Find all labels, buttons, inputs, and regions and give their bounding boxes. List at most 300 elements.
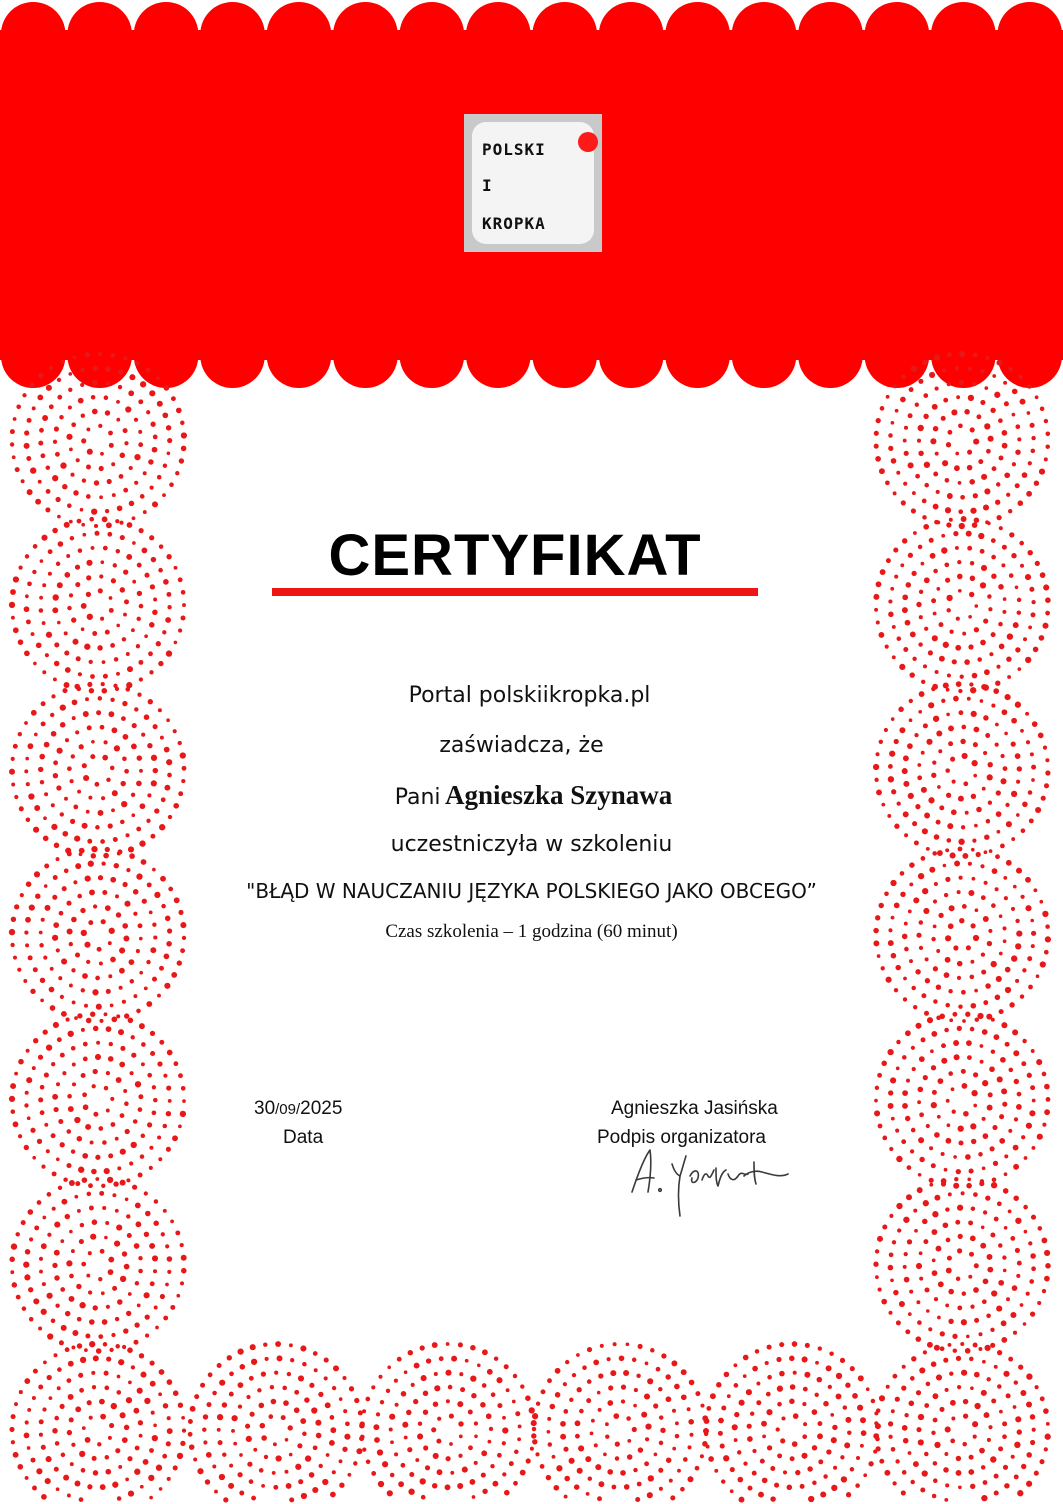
decor-dot bbox=[106, 1357, 111, 1362]
decor-dot bbox=[1031, 600, 1035, 604]
decor-dot bbox=[1011, 907, 1015, 911]
decor-dot bbox=[75, 863, 81, 869]
decor-dot bbox=[12, 1282, 17, 1287]
decor-dot bbox=[108, 823, 113, 828]
decor-dot bbox=[22, 393, 26, 397]
decor-dot bbox=[509, 1461, 514, 1466]
decor-dot bbox=[214, 1490, 218, 1494]
decor-dot bbox=[93, 1112, 98, 1117]
decor-dot bbox=[607, 1357, 611, 1361]
decor-dot bbox=[18, 1059, 24, 1065]
decor-dot bbox=[891, 458, 897, 464]
decor-dot bbox=[970, 561, 974, 565]
decor-dot bbox=[421, 1375, 427, 1381]
decor-dot bbox=[96, 1041, 100, 1045]
decor-dot bbox=[876, 418, 881, 423]
decor-dot bbox=[945, 1426, 951, 1432]
decor-dot bbox=[1035, 1385, 1039, 1389]
decor-dot bbox=[896, 1067, 900, 1071]
decor-dot bbox=[152, 610, 158, 616]
decor-dot bbox=[42, 583, 46, 587]
decor-dot bbox=[991, 1018, 995, 1022]
decor-dot bbox=[1015, 483, 1020, 488]
decor-dot bbox=[139, 528, 144, 533]
decor-dot bbox=[695, 1391, 700, 1396]
decor-dot bbox=[118, 1359, 124, 1365]
decor-dot bbox=[99, 574, 103, 578]
decor-dot bbox=[107, 479, 112, 484]
decor-dot bbox=[238, 1382, 244, 1388]
decor-dot bbox=[998, 1243, 1002, 1247]
decor-dot bbox=[981, 474, 987, 480]
decor-dot bbox=[158, 661, 163, 666]
decor-dot bbox=[1035, 561, 1040, 566]
decor-dot bbox=[739, 1400, 745, 1406]
decor-dot bbox=[89, 1319, 95, 1325]
decor-dot bbox=[439, 1356, 444, 1361]
decor-dot bbox=[963, 1111, 969, 1117]
decor-dot bbox=[408, 1489, 414, 1495]
decor-dot bbox=[610, 1370, 616, 1376]
decor-dot bbox=[109, 1423, 114, 1428]
decor-dot bbox=[874, 1110, 880, 1116]
decor-dot bbox=[23, 979, 27, 983]
decor-dot bbox=[332, 1470, 336, 1474]
decor-dot bbox=[85, 1437, 91, 1443]
decor-dot bbox=[93, 904, 97, 908]
decor-dot bbox=[919, 1056, 925, 1062]
decor-dot bbox=[962, 1083, 968, 1089]
decor-dot bbox=[962, 1442, 967, 1447]
decor-dot bbox=[950, 1400, 956, 1406]
decor-dot bbox=[113, 1181, 118, 1186]
date-label: Data bbox=[283, 1127, 324, 1148]
decor-dot bbox=[973, 1104, 977, 1108]
decor-dot bbox=[569, 1398, 573, 1402]
decor-dot bbox=[147, 1122, 152, 1127]
decor-dot bbox=[120, 1046, 125, 1051]
decor-dot bbox=[433, 1453, 439, 1459]
decor-dot bbox=[909, 387, 914, 392]
decor-dot bbox=[888, 1090, 893, 1095]
decor-dot bbox=[958, 509, 963, 514]
decor-dot bbox=[58, 1186, 62, 1190]
decor-dot bbox=[425, 1465, 430, 1470]
decor-dot bbox=[873, 1450, 877, 1454]
decor-dot bbox=[930, 553, 936, 559]
decor-dot bbox=[124, 599, 129, 604]
decor-dot bbox=[131, 1142, 137, 1148]
decor-dot bbox=[850, 1366, 855, 1371]
decor-dot bbox=[563, 1382, 567, 1386]
decor-dot bbox=[404, 1436, 408, 1440]
decor-dot bbox=[41, 535, 47, 541]
decor-dot bbox=[80, 383, 84, 387]
decor-dot bbox=[885, 645, 889, 649]
decor-dot bbox=[1046, 1422, 1050, 1426]
decor-dot bbox=[911, 366, 917, 372]
decor-dot bbox=[301, 1493, 307, 1499]
decor-dot bbox=[980, 549, 985, 554]
decor-dot bbox=[9, 1257, 14, 1262]
decor-dot bbox=[25, 1091, 29, 1095]
decor-dot bbox=[1031, 765, 1036, 770]
decor-dot bbox=[56, 1487, 60, 1491]
decor-dot bbox=[912, 491, 916, 495]
decor-dot bbox=[167, 1379, 173, 1385]
decor-dot bbox=[40, 1110, 45, 1115]
decor-dot bbox=[944, 972, 950, 978]
decor-dot bbox=[436, 1439, 441, 1444]
decor-dot bbox=[978, 459, 983, 464]
decor-dot bbox=[937, 1316, 941, 1320]
decor-dot bbox=[1030, 1085, 1035, 1090]
decor-dot bbox=[137, 1304, 141, 1308]
decor-dot bbox=[96, 1348, 102, 1354]
decor-dot bbox=[737, 1450, 741, 1454]
decor-dot bbox=[150, 1361, 155, 1366]
decor-dot bbox=[502, 1416, 506, 1420]
decor-dot bbox=[958, 1234, 963, 1239]
decor-dot bbox=[875, 1086, 879, 1090]
decor-dot bbox=[949, 1372, 953, 1376]
course-duration: Czas szkolenia – 1 godzina (60 minut) bbox=[385, 921, 678, 942]
decor-dot bbox=[943, 864, 947, 868]
decor-dot bbox=[181, 432, 187, 438]
decor-dot bbox=[532, 1427, 536, 1431]
decor-dot bbox=[956, 1356, 961, 1361]
decor-dot bbox=[756, 1382, 760, 1386]
decor-dot bbox=[647, 1378, 653, 1384]
decor-dot bbox=[93, 1026, 99, 1032]
decor-dot bbox=[721, 1406, 726, 1411]
decor-dot bbox=[874, 431, 879, 436]
decor-dot bbox=[132, 723, 137, 728]
decor-dot bbox=[918, 1137, 924, 1143]
decor-dot bbox=[734, 1412, 739, 1417]
decor-dot bbox=[342, 1447, 347, 1452]
decor-dot bbox=[139, 769, 143, 773]
decor-dot bbox=[891, 421, 895, 425]
decor-dot bbox=[77, 1013, 82, 1018]
decor-dot bbox=[952, 1110, 956, 1114]
decor-dot bbox=[206, 1402, 211, 1407]
decor-dot bbox=[141, 1042, 146, 1047]
decor-dot bbox=[922, 515, 927, 520]
decor-dot bbox=[167, 451, 171, 455]
decor-dot bbox=[202, 1428, 206, 1432]
decor-dot bbox=[934, 1195, 940, 1201]
decor-dot bbox=[162, 630, 166, 634]
decor-dot bbox=[890, 587, 894, 591]
decor-dot bbox=[140, 1154, 145, 1159]
decor-dot bbox=[130, 1071, 134, 1075]
decor-dot bbox=[958, 1125, 964, 1131]
decor-dot bbox=[79, 1497, 84, 1502]
decor-dot bbox=[111, 1403, 117, 1409]
decor-dot bbox=[164, 983, 170, 989]
decor-dot bbox=[892, 655, 896, 659]
decor-dot bbox=[163, 463, 168, 468]
decor-dot bbox=[808, 1496, 814, 1502]
decor-dot bbox=[63, 1177, 67, 1181]
decor-dot bbox=[98, 1126, 103, 1131]
decor-dot bbox=[968, 367, 972, 371]
decor-dot bbox=[9, 1096, 15, 1102]
decor-dot bbox=[157, 401, 163, 407]
decor-dot bbox=[981, 1495, 987, 1501]
decor-dot bbox=[339, 1397, 343, 1401]
decor-dot bbox=[37, 1139, 42, 1144]
decor-dot bbox=[136, 644, 140, 648]
decor-dot bbox=[81, 414, 85, 418]
decor-dot bbox=[946, 522, 951, 527]
decor-dot bbox=[62, 1071, 66, 1075]
decor-dot bbox=[997, 1201, 1002, 1206]
decor-dot bbox=[855, 1483, 860, 1488]
decor-dot bbox=[165, 617, 171, 623]
decor-dot bbox=[1003, 381, 1007, 385]
decor-dot bbox=[90, 1140, 94, 1144]
decor-dot bbox=[860, 1417, 866, 1423]
decor-dot bbox=[111, 578, 116, 583]
decor-dot bbox=[971, 1139, 976, 1144]
decor-dot bbox=[46, 632, 52, 638]
decor-dot bbox=[294, 1407, 300, 1413]
decor-dot bbox=[101, 1291, 105, 1295]
decor-dot bbox=[249, 1479, 254, 1484]
decor-dot bbox=[946, 1138, 952, 1144]
decor-dot bbox=[316, 1433, 322, 1439]
decor-dot bbox=[966, 1183, 972, 1189]
decor-dot bbox=[237, 1348, 243, 1354]
decor-dot bbox=[250, 1344, 256, 1350]
decor-dot bbox=[861, 1430, 867, 1436]
decor-dot bbox=[1006, 821, 1012, 827]
decor-dot bbox=[60, 1404, 65, 1409]
decor-dot bbox=[752, 1471, 757, 1476]
decor-dot bbox=[974, 517, 979, 522]
decor-dot bbox=[89, 517, 94, 522]
decor-dot bbox=[564, 1476, 570, 1482]
decor-dot bbox=[716, 1382, 722, 1388]
decor-dot bbox=[884, 728, 888, 732]
decor-dot bbox=[329, 1440, 335, 1446]
decor-dot bbox=[89, 660, 93, 664]
decor-dot bbox=[139, 971, 143, 975]
decor-dot bbox=[513, 1481, 518, 1486]
decor-dot bbox=[86, 427, 90, 431]
decor-dot bbox=[420, 1345, 425, 1350]
decor-dot bbox=[115, 519, 119, 523]
decor-dot bbox=[143, 471, 147, 475]
decor-dot bbox=[102, 1319, 108, 1325]
decor-dot bbox=[67, 1129, 72, 1134]
decor-dot bbox=[261, 1484, 265, 1488]
decor-dot bbox=[931, 1229, 937, 1235]
decor-dot bbox=[22, 1306, 27, 1311]
decor-dot bbox=[136, 827, 141, 832]
decor-dot bbox=[988, 607, 992, 611]
decor-dot bbox=[980, 1060, 984, 1064]
decor-dot bbox=[119, 947, 125, 953]
decor-dot bbox=[150, 1031, 155, 1036]
decor-dot bbox=[49, 1396, 53, 1400]
decor-dot bbox=[104, 1236, 108, 1240]
decor-dot bbox=[24, 443, 30, 449]
decor-dot bbox=[721, 1479, 725, 1483]
decor-dot bbox=[911, 1128, 916, 1133]
decor-dot bbox=[1003, 597, 1007, 601]
decor-dot bbox=[1031, 449, 1036, 454]
decor-dot bbox=[139, 1023, 145, 1029]
decor-dot bbox=[119, 968, 125, 974]
decor-dot bbox=[952, 1012, 957, 1017]
decor-dot bbox=[138, 1256, 142, 1260]
decor-dot bbox=[38, 441, 43, 446]
decor-dot bbox=[120, 1180, 126, 1186]
decor-dot bbox=[27, 1116, 31, 1120]
decor-dot bbox=[906, 582, 912, 588]
decor-dot bbox=[174, 641, 178, 645]
decor-dot bbox=[126, 1178, 130, 1182]
decor-dot bbox=[458, 1454, 462, 1458]
decor-dot bbox=[632, 1427, 637, 1432]
decor-dot bbox=[889, 1214, 893, 1218]
decor-dot bbox=[812, 1445, 817, 1450]
decor-dot bbox=[233, 1442, 237, 1446]
decor-dot bbox=[151, 1411, 155, 1415]
decor-dot bbox=[460, 1387, 465, 1392]
decor-dot bbox=[904, 451, 909, 456]
decor-dot bbox=[1006, 493, 1010, 497]
decor-dot bbox=[231, 1429, 235, 1433]
decor-dot bbox=[66, 1260, 72, 1266]
decor-dot bbox=[462, 1467, 468, 1473]
decor-dot bbox=[122, 1000, 126, 1004]
decor-dot bbox=[994, 1217, 999, 1222]
decor-dot bbox=[140, 1485, 144, 1489]
decor-dot bbox=[931, 598, 936, 603]
decor-dot bbox=[986, 1377, 990, 1381]
decor-dot bbox=[147, 1073, 152, 1078]
decor-dot bbox=[57, 1367, 62, 1372]
decor-dot bbox=[949, 1018, 953, 1022]
decor-dot bbox=[57, 1386, 61, 1390]
decor-dot bbox=[1028, 626, 1032, 630]
decor-dot bbox=[69, 1417, 74, 1422]
decor-dot bbox=[47, 1192, 52, 1197]
decor-dot bbox=[167, 1050, 173, 1056]
decor-dot bbox=[579, 1409, 584, 1414]
decor-dot bbox=[105, 1221, 109, 1225]
decor-dot bbox=[468, 1410, 473, 1415]
decor-dot bbox=[560, 1434, 566, 1440]
decor-dot bbox=[67, 503, 72, 508]
decor-dot bbox=[1006, 1393, 1011, 1398]
decor-dot bbox=[986, 1314, 991, 1319]
decor-dot bbox=[980, 1179, 984, 1183]
decor-dot bbox=[1042, 1289, 1046, 1293]
decor-dot bbox=[888, 612, 894, 618]
decor-dot bbox=[180, 1243, 184, 1247]
decor-dot bbox=[984, 386, 988, 390]
decor-dot bbox=[126, 1311, 131, 1316]
decor-dot bbox=[166, 1441, 171, 1446]
decor-dot bbox=[737, 1477, 743, 1483]
decor-dot bbox=[217, 1428, 221, 1432]
decor-dot bbox=[836, 1373, 842, 1379]
decor-dot bbox=[888, 764, 893, 769]
decor-dot bbox=[687, 1407, 691, 1411]
decor-dot bbox=[934, 1442, 940, 1448]
decor-dot bbox=[1026, 1373, 1032, 1379]
decor-dot bbox=[605, 1422, 609, 1426]
decor-dot bbox=[1031, 612, 1036, 617]
decor-dot bbox=[999, 526, 1003, 530]
decor-dot bbox=[1027, 1073, 1032, 1078]
decor-dot bbox=[1008, 509, 1012, 513]
decor-dot bbox=[158, 1157, 162, 1161]
decor-dot bbox=[446, 1342, 450, 1346]
decor-dot bbox=[408, 1350, 413, 1355]
decor-dot bbox=[36, 642, 42, 648]
decor-dot bbox=[38, 480, 42, 484]
decor-dot bbox=[900, 397, 906, 403]
decor-dot bbox=[268, 1414, 273, 1419]
decor-dot bbox=[167, 1270, 171, 1274]
decor-dot bbox=[40, 999, 44, 1003]
decor-dot bbox=[947, 673, 951, 677]
decor-dot bbox=[24, 769, 28, 773]
decor-dot bbox=[98, 588, 103, 593]
decor-dot bbox=[24, 650, 30, 656]
decor-dot bbox=[1044, 1109, 1050, 1115]
decor-dot bbox=[1003, 1269, 1007, 1273]
decor-dot bbox=[60, 1142, 65, 1147]
decor-dot bbox=[877, 1073, 882, 1078]
decor-dot bbox=[931, 1361, 937, 1367]
decor-dot bbox=[560, 1421, 566, 1427]
decor-dot bbox=[626, 1342, 630, 1346]
decor-dot bbox=[1015, 424, 1020, 429]
decor-dot bbox=[1006, 656, 1011, 661]
decor-dot bbox=[64, 651, 69, 656]
decor-dot bbox=[60, 1053, 65, 1058]
decor-dot bbox=[180, 1441, 185, 1446]
decor-dot bbox=[125, 1478, 129, 1482]
decor-dot bbox=[390, 1473, 395, 1478]
decor-dot bbox=[159, 1040, 164, 1045]
decor-dot bbox=[82, 1153, 88, 1159]
decor-dot bbox=[432, 1483, 437, 1488]
polski-i-kropka-logo bbox=[464, 114, 602, 252]
decor-dot bbox=[65, 1214, 70, 1219]
decor-dot bbox=[948, 989, 952, 993]
decor-dot bbox=[907, 1239, 912, 1244]
decor-dot bbox=[953, 1155, 957, 1159]
decor-dot bbox=[105, 905, 111, 911]
decor-dot bbox=[261, 1371, 266, 1376]
decor-dot bbox=[126, 1214, 130, 1218]
decor-dot bbox=[89, 1206, 94, 1211]
decor-dot bbox=[92, 1219, 98, 1225]
decor-dot bbox=[659, 1415, 663, 1419]
decor-dot bbox=[172, 1135, 178, 1141]
decor-dot bbox=[983, 1000, 988, 1005]
decor-dot bbox=[871, 1399, 875, 1403]
decor-dot bbox=[944, 1028, 949, 1033]
